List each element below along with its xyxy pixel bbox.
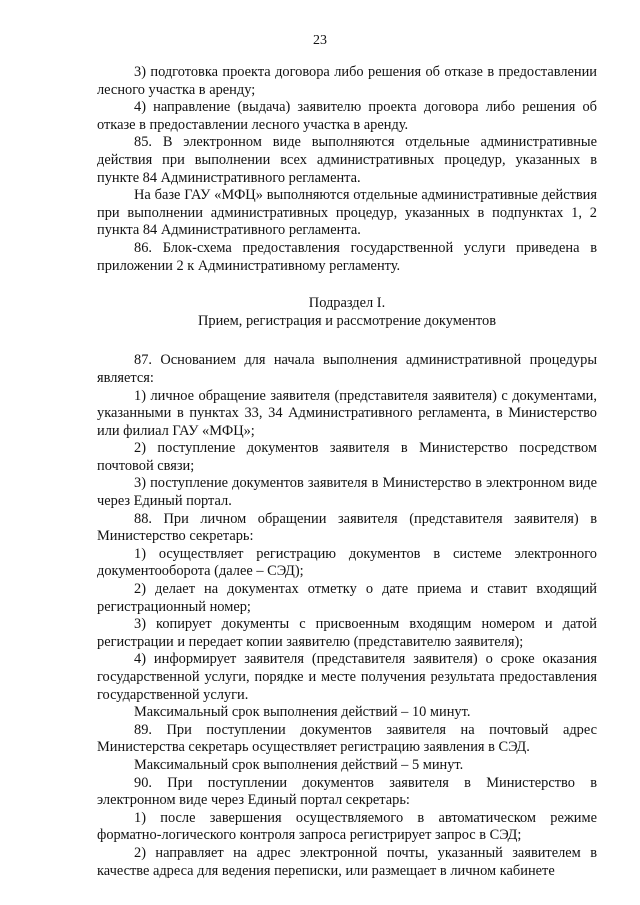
page-number: 23 xyxy=(313,33,327,48)
paragraph: 2) поступление документов заявителя в Министерство посредством почтовой связи; xyxy=(97,440,597,474)
subsection-heading xyxy=(97,295,597,330)
paragraphs-bottom xyxy=(97,352,597,880)
paragraph: Максимальный срок выполнения действий – 10 минут. xyxy=(134,704,471,721)
subsection-subtitle: Прием, регистрация и рассмотрение документов xyxy=(197,312,496,329)
paragraph: 2) направляет на адрес электронной почты, указанный заявителем в качестве адреса для ведения переписки, или размещает в личном кабинете xyxy=(97,844,597,879)
paragraph: Максимальный срок выполнения действий – 5 минут. xyxy=(134,756,464,773)
paragraph: 1) осуществляет регистрацию документов в системе электронного документооборота (далее – СЭД); xyxy=(97,545,597,580)
paragraph: 4) направление (выдача) заявителю проекта договора либо решения об отказе в предоставлении лесного участка в аренду. xyxy=(97,99,597,133)
paragraph: 85. В электронном виде выполняются отдельные административные действия при выполнении всех административных процедур, указанных в пункте 84 Административного регламента. xyxy=(97,134,597,186)
paragraph: 1) после завершения осуществляемого в автоматическом режиме форматно-логического контроля запроса регистрирует запрос в СЭД; xyxy=(97,809,597,844)
paragraph: 89. При поступлении документов заявителя на почтовый адрес Министерства секретарь осуществляет регистрацию заявления в СЭД. xyxy=(97,721,597,756)
paragraph: 87. Основанием для начала выполнения административной процедуры является: xyxy=(97,352,597,386)
document-body xyxy=(97,64,597,880)
paragraph: 1) личное обращение заявителя (представителя заявителя) с документами, указанными в пунктах 33, 34 Административного регламента, в Министерство или филиал ГАУ «МФЦ»; xyxy=(97,387,597,439)
paragraph: 3) поступление документов заявителя в Министерство в электронном виде через Единый портал. xyxy=(97,475,597,510)
paragraph: На базе ГАУ «МФЦ» выполняются отдельные административные действия при выполнении административных процедур, указанных в подпунктах 1, 2 пункта 84 Административного регламента. xyxy=(97,187,597,239)
paragraph: 90. При поступлении документов заявителя в Министерство в электронном виде через Единый портал секретарь: xyxy=(97,774,597,809)
paragraph: 86. Блок-схема предоставления государственной услуги приведена в приложении 2 к Административному регламенту. xyxy=(97,239,597,274)
paragraph: 88. При личном обращении заявителя (представителя заявителя) в Министерство секретарь: xyxy=(97,510,597,545)
paragraph: 3) подготовка проекта договора либо решения об отказе в предоставлении лесного участка в аренду; xyxy=(97,64,597,98)
paragraphs-top xyxy=(97,64,597,275)
paragraph: 2) делает на документах отметку о дате приема и ставит входящий регистрационный номер; xyxy=(97,581,597,615)
paragraph: 3) копирует документы с присвоенным входящим номером и датой регистрации и передает копии заявителю (представителю заявителя); xyxy=(97,616,597,650)
paragraph: 4) информирует заявителя (представителя заявителя) о сроке оказания государственной услуги, порядке и месте получения результата предоставления государственной услуги. xyxy=(97,651,597,703)
subsection-title: Подраздел I. xyxy=(308,295,386,312)
